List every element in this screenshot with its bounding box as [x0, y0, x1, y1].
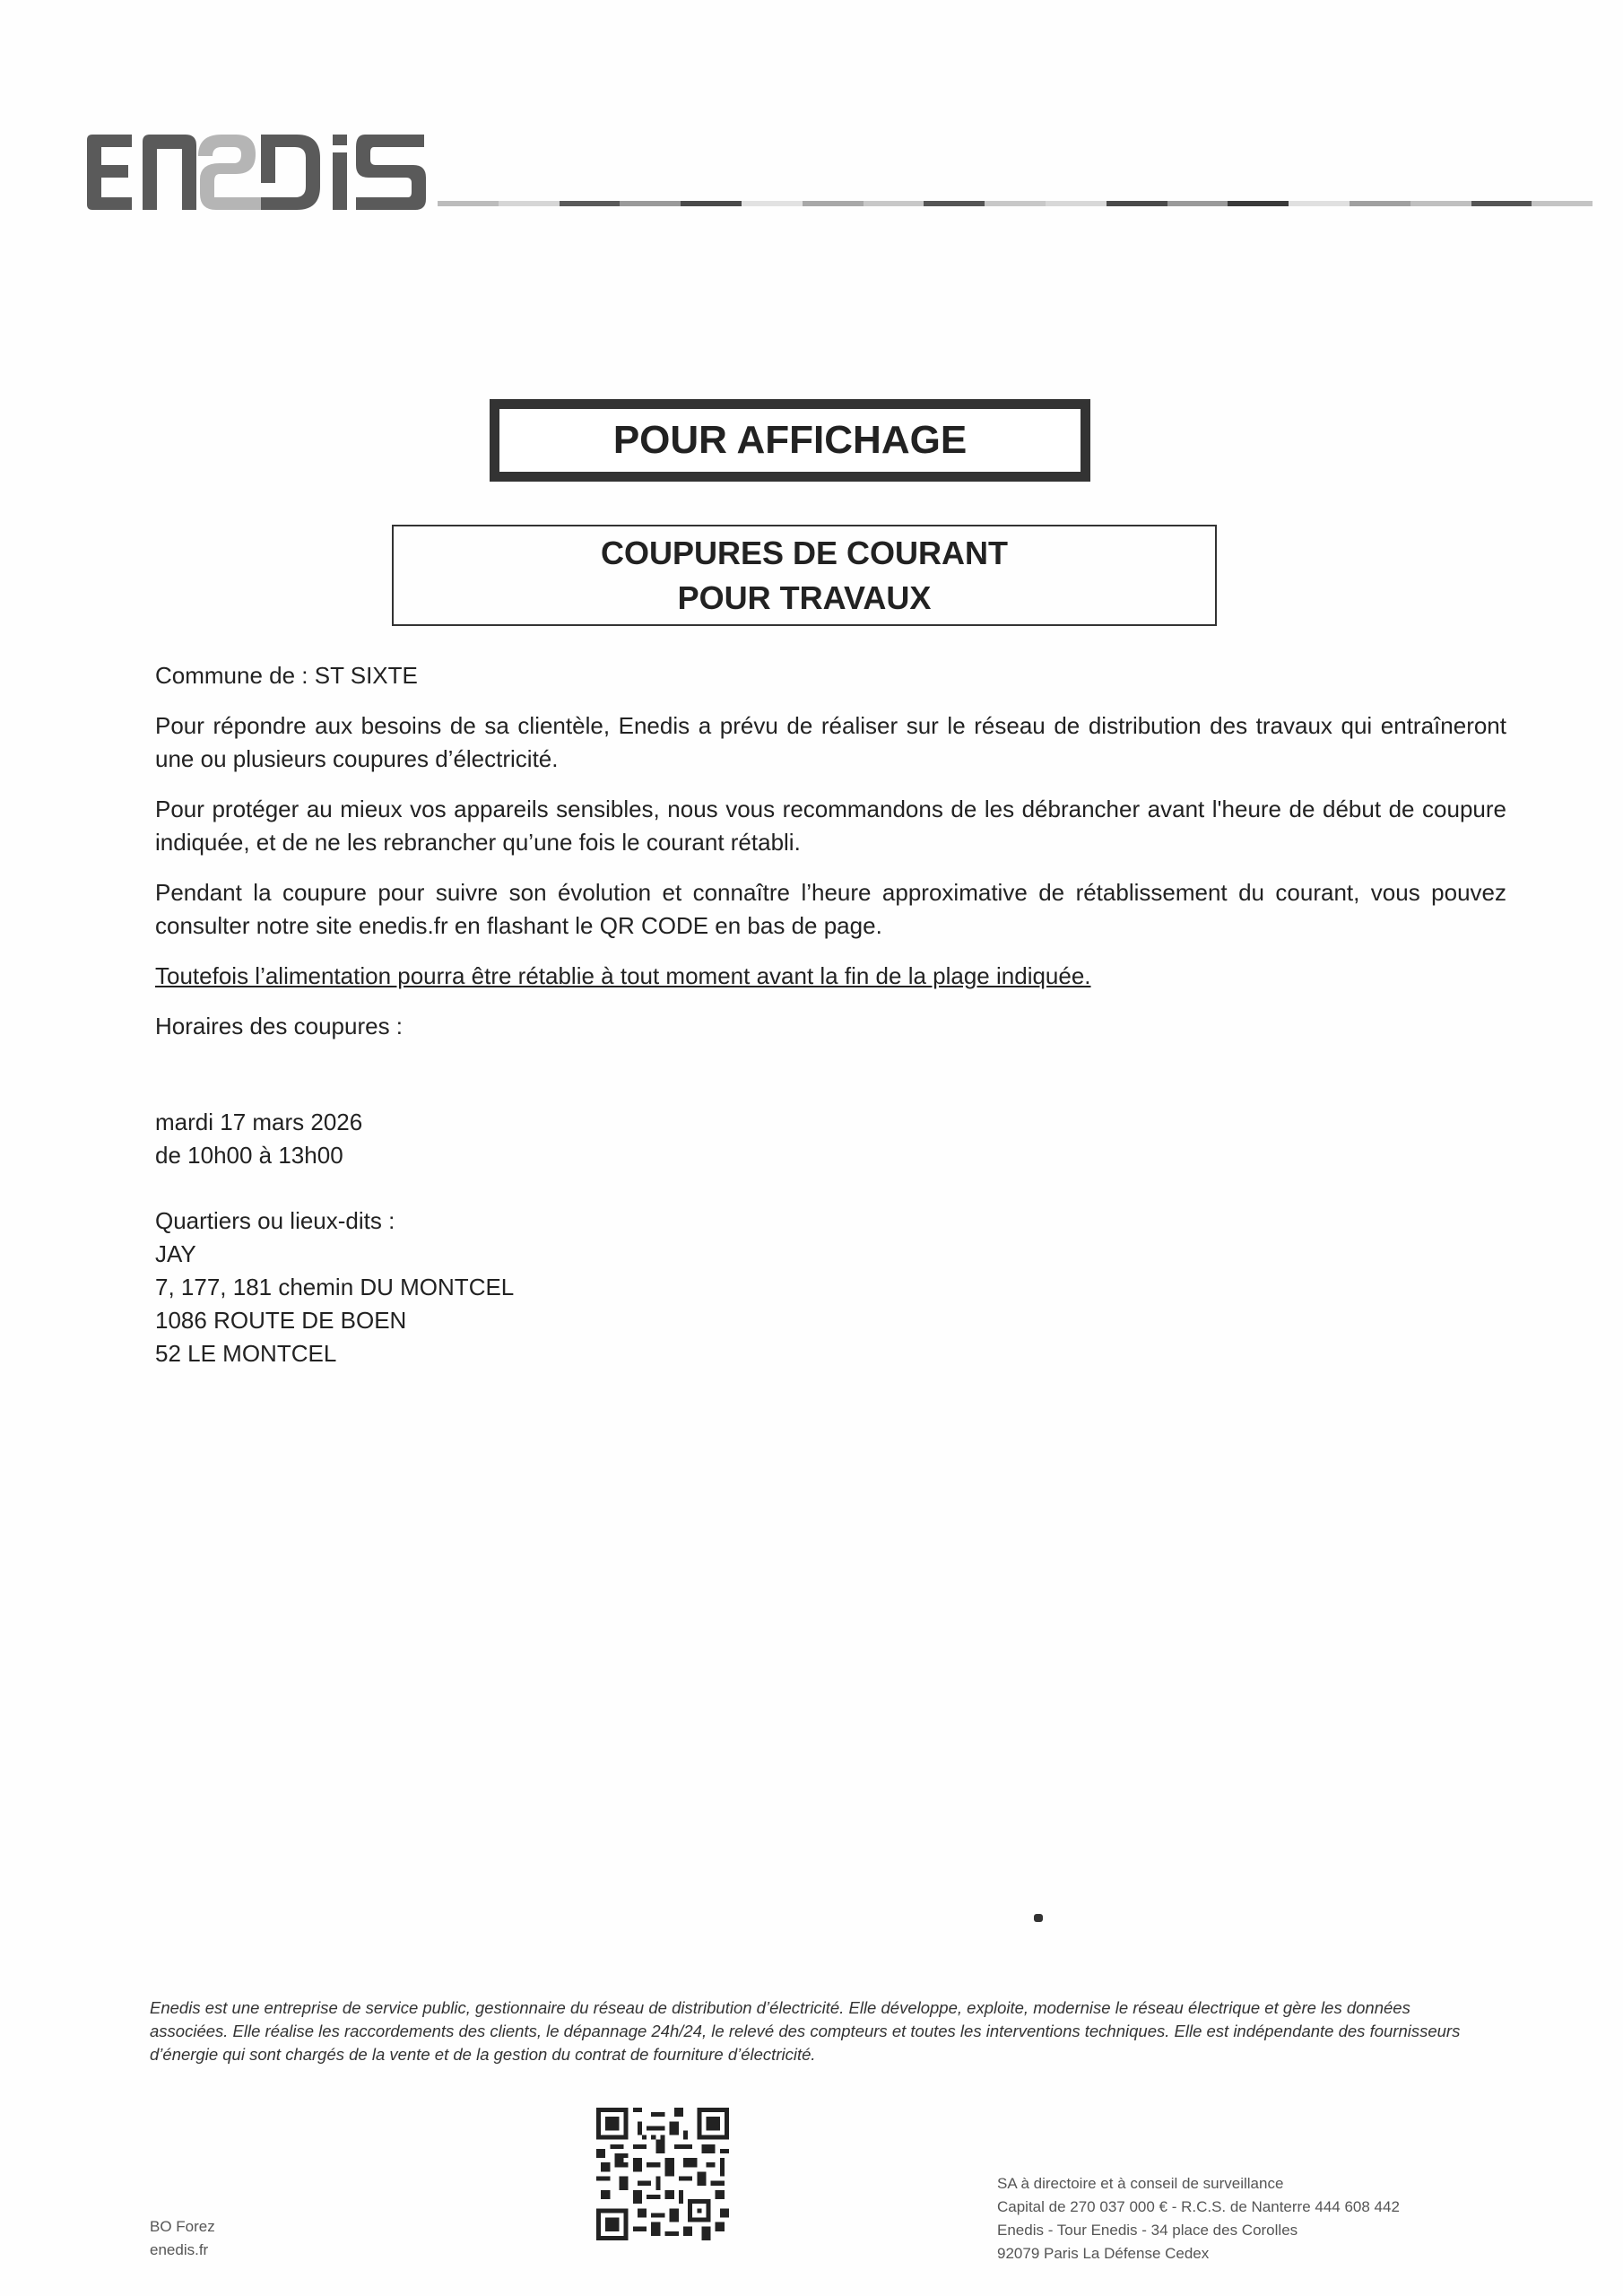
paragraph-2: Pour protéger au mieux vos appareils sensibles, nous vous recommandons de les débrancher avant l'heure de début de coupure indiquée, et de ne les rebrancher qu’une fois le courant rétabli. — [155, 796, 1506, 856]
subtitle-line-1: COUPURES DE COURANT — [600, 534, 1009, 571]
rule-segment — [560, 201, 621, 206]
places-label: Quartiers ou lieux-dits : — [155, 1207, 395, 1234]
scan-artifact — [1034, 1914, 1043, 1922]
footer-disclaimer: Enedis est une entreprise de service public, gestionnaire du réseau de distribution d’électricité. Elle développe, exploite, modernise le réseau électrique et gère les données associées. Elle réalise les raccordements des clients, le dépannage 24h/24, le relevé des compteurs et toutes les interventions techniques. Elle est indépendante des fournisseurs d’énergie qui sont chargés de la vente et de la gestion du contrat de fourniture d’électricité. — [150, 1998, 1461, 2064]
rule-segment — [620, 201, 681, 206]
footer-website-link[interactable]: enedis.fr — [150, 2241, 209, 2258]
rule-segment — [1107, 201, 1167, 206]
rule-segment — [438, 201, 499, 206]
paragraph-3: Pendant la coupure pour suivre son évolution et connaître l’heure approximative de rétablissement du courant, vous pouvez consulter notre site enedis.fr en flashant le QR CODE en bas de page. — [155, 879, 1506, 939]
subtitle-box — [392, 525, 1217, 626]
place-item: 1086 ROUTE DE BOEN — [155, 1307, 407, 1334]
rule-segment — [1228, 201, 1289, 206]
commune-label: Commune de : ST SIXTE — [155, 662, 418, 689]
rule-segment — [1471, 201, 1532, 206]
rule-segment — [1046, 201, 1107, 206]
footer-legal-line: SA à directoire et à conseil de surveillance — [997, 2175, 1284, 2192]
page-title: POUR AFFICHAGE — [612, 418, 968, 462]
schedule-date: mardi 17 mars 2026 — [155, 1109, 363, 1135]
rule-segment — [985, 201, 1046, 206]
title-box — [490, 399, 1090, 482]
rule-segment — [742, 201, 803, 206]
places-list — [155, 1205, 514, 1370]
rule-segment — [1289, 201, 1350, 206]
place-item: 52 LE MONTCEL — [155, 1340, 337, 1367]
rule-segment — [864, 201, 924, 206]
underlined-notice: Toutefois l’alimentation pourra être rétablie à tout moment avant la fin de la plage indiquée. — [155, 962, 1091, 989]
paragraph-1: Pour répondre aux besoins de sa clientèle, Enedis a prévu de réaliser sur le réseau de distribution des travaux qui entraîneront une ou plusieurs coupures d’électricité. — [155, 712, 1506, 772]
rule-segment — [803, 201, 864, 206]
place-item: JAY — [155, 1240, 196, 1267]
schedule-label: Horaires des coupures : — [155, 1013, 404, 1039]
footer-legal-line: 92079 Paris La Défense Cedex — [997, 2245, 1210, 2262]
footer-legal-line: Capital de 270 037 000 € - R.C.S. de Nanterre 444 608 442 — [997, 2198, 1400, 2215]
rule-segment — [924, 201, 985, 206]
subtitle-line-2: POUR TRAVAUX — [677, 578, 932, 616]
schedule-time: de 10h00 à 13h00 — [155, 1142, 343, 1169]
header-rule — [438, 201, 1593, 206]
footer-left — [150, 2215, 215, 2262]
rule-segment — [1532, 201, 1593, 206]
rule-segment — [681, 201, 742, 206]
footer-legal — [997, 2172, 1400, 2266]
rule-segment — [1410, 201, 1471, 206]
place-item: 7, 177, 181 chemin DU MONTCEL — [155, 1274, 515, 1300]
enedis-logo — [85, 135, 426, 210]
footer-branch: BO Forez — [150, 2218, 215, 2235]
rule-segment — [1167, 201, 1228, 206]
rule-segment — [499, 201, 560, 206]
schedule — [155, 1106, 362, 1172]
notice-body — [155, 659, 1506, 1043]
rule-segment — [1350, 201, 1410, 206]
title-frame — [497, 406, 1083, 474]
qr-code-icon[interactable] — [596, 2108, 729, 2240]
footer-legal-line: Enedis - Tour Enedis - 34 place des Corolles — [997, 2222, 1298, 2239]
